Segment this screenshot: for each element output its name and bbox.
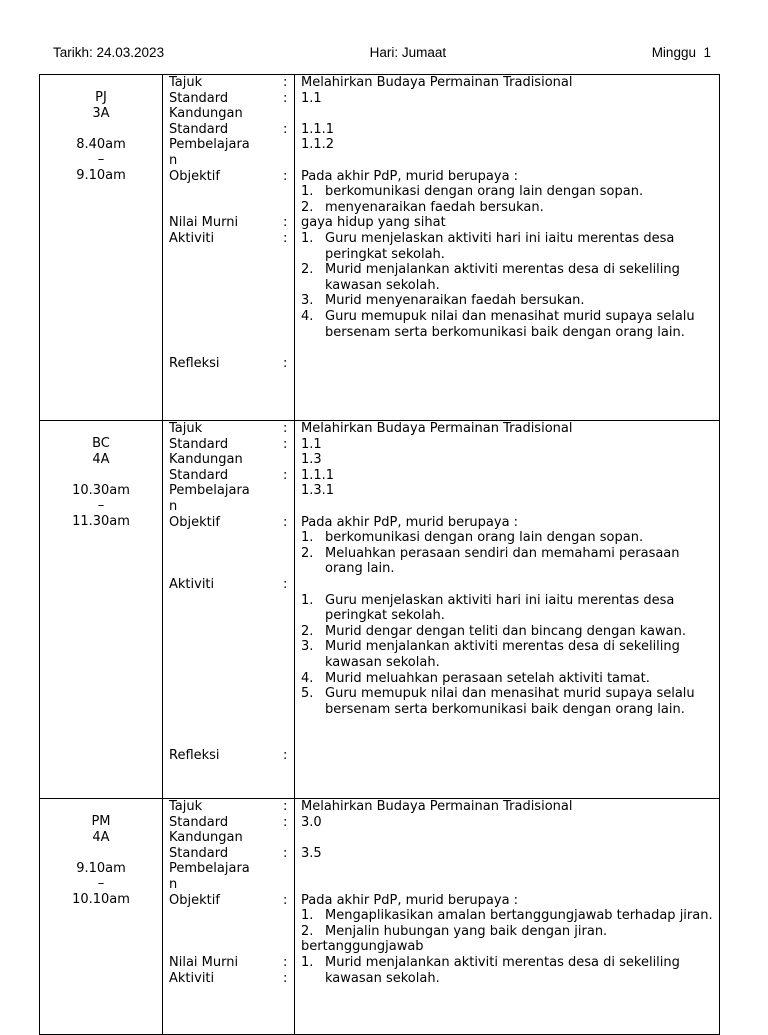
field-label: Standard: [169, 121, 229, 137]
field-label: Standard: [169, 90, 229, 106]
field-colon: :: [283, 421, 288, 436]
field-label-row: [169, 624, 294, 640]
field-colon: :: [283, 954, 288, 970]
list-number: 1.: [301, 592, 314, 608]
list-number: 1.: [301, 908, 314, 924]
list-text: Mengaplikasikan amalan bertanggungjawab terhadap jiran.: [325, 908, 713, 924]
list-text: Guru menjelaskan aktiviti hari ini iaitu merentas desa peringkat sekolah.: [325, 230, 675, 262]
field-colon: :: [283, 230, 288, 246]
list-number: 5.: [301, 686, 314, 702]
field-colon: :: [283, 576, 288, 592]
field-label-row: [169, 169, 294, 185]
field-label-row: [169, 437, 294, 453]
standard-kandungan-value: 1.1: [301, 436, 322, 452]
spacer: [40, 467, 162, 483]
class-info-line: –: [97, 152, 105, 168]
label-cell: [163, 799, 295, 1035]
standard-pembelajaran-value: [301, 499, 713, 515]
field-label-row: [169, 748, 294, 764]
standard-kandungan-value: 1.1: [301, 90, 322, 106]
field-label-row: [169, 733, 294, 749]
objektif-list: [301, 908, 713, 939]
field-label-row: [169, 908, 294, 924]
field-label-row: [169, 971, 294, 987]
tajuk-value: Melahirkan Budaya Permainan Tradisional: [301, 75, 573, 90]
field-label-row: [169, 893, 294, 909]
field-label-row: [169, 325, 294, 341]
nilai-murni-value: bertanggungjawab: [301, 939, 424, 955]
list-number: 2.: [301, 623, 314, 639]
field-label: Tajuk: [169, 421, 203, 436]
list-text: Murid menjalankan aktiviti merentas desa di sekeliling kawasan sekolah.: [325, 639, 680, 670]
field-label: Aktiviti: [169, 230, 215, 246]
standard-kandungan-value: [301, 106, 713, 122]
field-label: Nilai Murni: [169, 215, 239, 231]
list-number: 1.: [301, 954, 314, 970]
field-colon: :: [283, 892, 288, 908]
field-colon: :: [283, 748, 288, 764]
page-header: [53, 43, 711, 61]
list-item: [301, 624, 713, 640]
objektif-list: [301, 530, 713, 577]
field-label: Kandungan: [169, 106, 243, 122]
field-label: Objektif: [169, 168, 220, 184]
field-label-row: [169, 546, 294, 562]
class-info-cell: [40, 421, 163, 799]
field-label-row: [169, 717, 294, 733]
class-info-line: 3A: [92, 105, 110, 121]
field-colon: :: [283, 121, 288, 137]
field-label-row: [169, 671, 294, 687]
field-label: Tajuk: [169, 799, 203, 814]
list-item: [301, 231, 713, 262]
field-label-row: [169, 483, 294, 499]
field-label-row: [169, 91, 294, 107]
field-label: Refleksi: [169, 355, 220, 371]
field-label-row: [169, 247, 294, 263]
field-colon: :: [283, 514, 288, 530]
field-colon: :: [283, 814, 288, 830]
field-label-row: [169, 200, 294, 216]
class-info-cell: [40, 75, 163, 421]
list-item: [301, 686, 713, 717]
standard-pembelajaran-value: [301, 877, 713, 893]
field-label: Nilai Murni: [169, 954, 239, 970]
field-label: Refleksi: [169, 748, 220, 764]
standard-kandungan-value: 1.3: [301, 452, 322, 468]
nilai-murni-value: gaya hidup yang sihat: [301, 215, 446, 231]
field-label: Objektif: [169, 892, 220, 908]
field-label-row: [169, 262, 294, 278]
field-colon: :: [283, 799, 288, 814]
list-number: 3.: [301, 293, 314, 309]
field-colon: :: [283, 467, 288, 483]
field-colon: :: [283, 75, 288, 90]
field-colon: :: [283, 90, 288, 106]
list-number: 3.: [301, 639, 314, 655]
list-text: Murid menjalankan aktiviti merentas desa di sekeliling kawasan sekolah.: [325, 262, 680, 293]
field-label-row: [169, 421, 294, 437]
field-label-row: [169, 356, 294, 372]
field-colon: :: [283, 168, 288, 184]
field-colon: :: [283, 355, 288, 371]
field-label-row: [169, 215, 294, 231]
field-label: n: [169, 152, 178, 168]
list-number: 4.: [301, 308, 314, 324]
field-label-row: [169, 846, 294, 862]
field-label-row: [169, 184, 294, 200]
list-text: Guru memupuk nilai dan menasihat murid supaya selalu bersenam serta berkomunikasi baik dengan orang lain.: [325, 308, 695, 340]
field-label-row: [169, 608, 294, 624]
class-info-line: 9.10am: [76, 860, 126, 876]
field-label: Kandungan: [169, 830, 243, 846]
lesson-plan-table: [39, 74, 720, 1035]
field-label: Kandungan: [169, 452, 243, 468]
field-label: Standard: [169, 845, 229, 861]
class-info-line: 10.10am: [72, 891, 130, 907]
list-number: 2.: [301, 923, 314, 939]
field-label: Aktiviti: [169, 576, 215, 592]
field-label-row: [169, 106, 294, 122]
field-label: n: [169, 498, 178, 514]
list-item: [301, 262, 713, 293]
list-item: [301, 200, 713, 216]
class-info-line: 4A: [92, 451, 110, 467]
field-label-row: [169, 577, 294, 593]
field-label-row: [169, 231, 294, 247]
list-item: [301, 593, 713, 624]
objektif-intro: Pada akhir PdP, murid berupaya :: [301, 892, 519, 908]
field-label-row: [169, 702, 294, 718]
field-colon: :: [283, 436, 288, 452]
field-label-row: [169, 122, 294, 138]
field-label-row: [169, 655, 294, 671]
tajuk-value: Melahirkan Budaya Permainan Tradisional: [301, 799, 573, 814]
list-item: [301, 671, 713, 687]
field-label-row: [169, 515, 294, 531]
field-label-row: [169, 452, 294, 468]
field-label-row: [169, 468, 294, 484]
list-text: Meluahkan perasaan sendiri dan memahami perasaan orang lain.: [325, 545, 680, 577]
field-label: Aktiviti: [169, 970, 215, 986]
field-label-row: [169, 861, 294, 877]
list-text: menyenaraikan faedah bersukan.: [325, 199, 544, 215]
list-text: Murid meluahkan perasaan setelah aktiviti tamat.: [325, 670, 650, 686]
field-label: Standard: [169, 467, 229, 483]
objektif-list: [301, 184, 713, 215]
field-label: Tajuk: [169, 75, 203, 90]
content-cell: [295, 75, 720, 421]
field-label-row: [169, 939, 294, 955]
list-number: 2.: [301, 545, 314, 561]
standard-pembelajaran-value: 1.1.2: [301, 137, 335, 153]
class-info-line: 4A: [92, 829, 110, 845]
list-number: 2.: [301, 262, 314, 278]
field-label-row: [169, 499, 294, 515]
list-text: Guru memupuk nilai dan menasihat murid supaya selalu bersenam serta berkomunikasi baik dengan orang lain.: [325, 686, 695, 717]
field-label: Objektif: [169, 514, 220, 530]
lesson-block: [40, 421, 720, 799]
field-label-row: [169, 639, 294, 655]
field-label-row: [169, 309, 294, 325]
lesson-block: [40, 75, 720, 421]
spacer: [40, 121, 162, 137]
class-info-line: 8.40am: [76, 136, 126, 152]
field-colon: :: [283, 845, 288, 861]
field-colon: :: [283, 215, 288, 231]
field-label: Pembelajara: [169, 861, 250, 877]
class-info-line: 11.30am: [72, 513, 130, 529]
field-label: Standard: [169, 814, 229, 830]
standard-pembelajaran-value: 1.1.1: [301, 121, 335, 137]
class-info-line: BC: [92, 436, 110, 451]
field-label-row: [169, 799, 294, 815]
week-label: Minggu 1: [651, 44, 711, 60]
list-text: Menjalin hubungan yang baik dengan jiran.: [325, 923, 608, 939]
class-info-line: –: [97, 876, 105, 892]
aktiviti-list: [301, 955, 713, 986]
list-item: [301, 184, 713, 200]
label-cell: [163, 421, 295, 799]
list-text: Murid menyenaraikan faedah bersukan.: [325, 293, 585, 309]
day-label: Hari: Jumaat: [369, 44, 447, 60]
field-label-row: [169, 278, 294, 294]
field-colon: :: [283, 970, 288, 986]
list-item: [301, 293, 713, 309]
field-label-row: [169, 593, 294, 609]
list-number: 1.: [301, 230, 314, 246]
content-cell: [295, 421, 720, 799]
objektif-intro: Pada akhir PdP, murid berupaya :: [301, 514, 519, 530]
spacer: [40, 845, 162, 861]
class-info-cell: [40, 799, 163, 1035]
list-item: [301, 955, 713, 986]
field-label-row: [169, 686, 294, 702]
field-label: Standard: [169, 436, 229, 452]
aktiviti-list: [301, 593, 713, 718]
list-number: 1.: [301, 184, 314, 200]
field-label-row: [169, 955, 294, 971]
field-label-row: [169, 293, 294, 309]
class-info-line: PM: [91, 814, 111, 829]
standard-pembelajaran-value: 3.5: [301, 845, 322, 861]
objektif-intro: Pada akhir PdP, murid berupaya :: [301, 168, 519, 184]
standard-kandungan-value: [301, 830, 713, 846]
standard-kandungan-value: 3.0: [301, 814, 322, 830]
list-item: [301, 908, 713, 924]
standard-pembelajaran-value: 1.1.1: [301, 467, 335, 483]
standard-pembelajaran-value: [301, 861, 713, 877]
list-text: Murid menjalankan aktiviti merentas desa di sekeliling kawasan sekolah.: [325, 954, 680, 986]
field-label-row: [169, 877, 294, 893]
list-item: [301, 639, 713, 670]
list-number: 2.: [301, 199, 314, 215]
list-number: 4.: [301, 670, 314, 686]
list-item: [301, 530, 713, 546]
list-text: Murid dengar dengan teliti dan bincang dengan kawan.: [325, 623, 686, 639]
list-text: berkomunikasi dengan orang lain dengan sopan.: [325, 184, 644, 200]
list-text: Guru menjelaskan aktiviti hari ini iaitu merentas desa peringkat sekolah.: [325, 592, 675, 624]
field-label-row: [169, 830, 294, 846]
class-info-line: –: [97, 498, 105, 514]
field-label: n: [169, 876, 178, 892]
class-info-line: 10.30am: [72, 482, 130, 498]
field-label-row: [169, 815, 294, 831]
list-text: berkomunikasi dengan orang lain dengan sopan.: [325, 530, 644, 546]
standard-pembelajaran-value: [301, 153, 713, 169]
field-label-row: [169, 924, 294, 940]
field-label-row: [169, 137, 294, 153]
class-info-line: PJ: [95, 90, 107, 105]
field-label-row: [169, 530, 294, 546]
tajuk-value: Melahirkan Budaya Permainan Tradisional: [301, 421, 573, 436]
list-number: 1.: [301, 530, 314, 546]
field-label-row: [169, 340, 294, 356]
list-item: [301, 924, 713, 940]
aktiviti-list: [301, 231, 713, 340]
list-item: [301, 546, 713, 577]
date-label: Tarikh: 24.03.2023: [53, 44, 165, 60]
lesson-block: [40, 799, 720, 1035]
nilai-murni-value: [301, 577, 713, 593]
label-cell: [163, 75, 295, 421]
class-info-line: 9.10am: [76, 167, 126, 183]
field-label: Pembelajara: [169, 137, 250, 153]
content-cell: [295, 799, 720, 1035]
standard-pembelajaran-value: 1.3.1: [301, 483, 335, 499]
field-label-row: [169, 561, 294, 577]
field-label: Pembelajara: [169, 483, 250, 499]
field-label-row: [169, 153, 294, 169]
list-item: [301, 309, 713, 340]
field-label-row: [169, 75, 294, 91]
